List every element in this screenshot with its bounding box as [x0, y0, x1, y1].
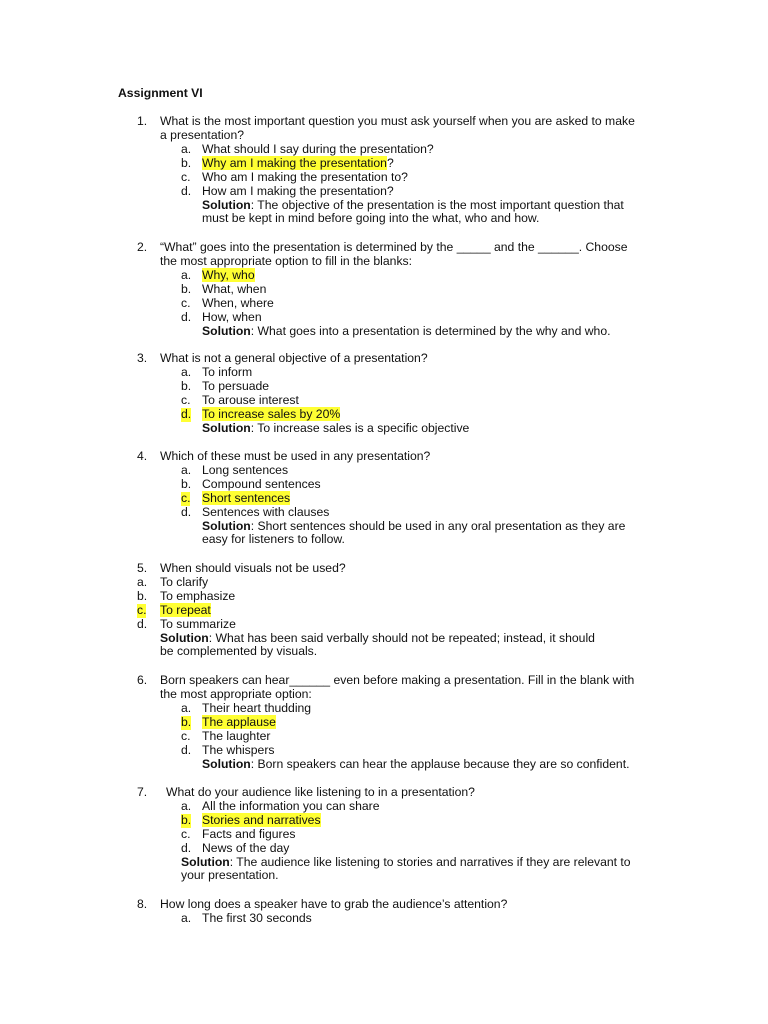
highlighted-answer: The applause — [202, 714, 276, 729]
option-b: b. Why am I making the presentation? — [181, 155, 394, 170]
question-number: 7. — [137, 785, 148, 799]
solution-text: Solution: Short sentences should be used in any oral presentation as they are easy for listeners to follow. — [202, 518, 626, 547]
highlighted-answer: To repeat — [160, 602, 211, 617]
question-text: When should visuals not be used? — [160, 561, 346, 575]
highlighted-answer: Why, who — [202, 268, 255, 282]
question-text: Which of these must be used in any presentation? — [160, 449, 431, 463]
options-list — [181, 143, 651, 226]
option-c: c. The laughter — [181, 728, 271, 743]
solution-text: Solution: What has been said verbally should not be repeated; instead, it should be complemented by visuals. — [160, 630, 595, 659]
options-list — [181, 702, 651, 771]
question-text: “What” goes into the presentation is determined by the _____ and the ______. Choose the most appropriate option to fill in the blanks: — [160, 240, 628, 268]
question-number: 8. — [137, 897, 148, 911]
option-d: d. How, when — [181, 309, 262, 324]
question-text: What is the most important question you must ask yourself when you are asked to make a presentation? — [160, 114, 635, 142]
solution-text: Solution: Born speakers can hear the applause because they are so confident. — [202, 756, 630, 771]
option-a: a. To inform — [181, 365, 253, 379]
highlighted-answer: Why am I making the presentation — [202, 155, 387, 170]
options-list — [181, 912, 651, 926]
question-text: How long does a speaker have to grab the audience’s attention? — [160, 897, 508, 911]
option-d: d. To summarize — [137, 616, 236, 631]
question-number: 6. — [137, 673, 148, 687]
option-a: a. All the information you can share — [181, 799, 380, 813]
option-c: c. Who am I making the presentation to? — [181, 169, 408, 184]
option-b: b. To persuade — [181, 378, 270, 393]
question-number: 3. — [137, 351, 148, 365]
question-number: 2. — [137, 240, 148, 254]
option-a: a. Long sentences — [181, 463, 289, 477]
option-b: b. Compound sentences — [181, 476, 321, 491]
option-a: a. To clarify — [137, 575, 209, 589]
option-c: c. To repeat — [137, 602, 211, 617]
option-b: b. The applause — [181, 714, 276, 729]
options-list — [181, 269, 651, 338]
option-d: d. To increase sales by 20% — [181, 406, 341, 421]
options-list — [181, 800, 651, 883]
option-a: a. What should I say during the presentation? — [181, 142, 434, 156]
option-d: d. How am I making the presentation? — [181, 183, 394, 198]
question-text: Born speakers can hear______ even before making a presentation. Fill in the blank with the most appropriate option: — [160, 673, 635, 701]
highlighted-answer: Short sentences — [202, 490, 291, 505]
question-number: 1. — [137, 114, 148, 128]
question-text: What is not a general objective of a presentation? — [160, 351, 428, 365]
option-b: b. What, when — [181, 281, 267, 296]
highlighted-answer: To increase sales by 20% — [202, 406, 341, 421]
solution-text: Solution: The objective of the presentation is the most important question that must be kept in mind before going into the what, who and how. — [202, 197, 624, 226]
solution-text: Solution: To increase sales is a specific objective — [202, 420, 470, 435]
option-b: b. Stories and narratives — [181, 812, 321, 827]
options-list — [181, 366, 651, 435]
solution-text: Solution: What goes into a presentation is determined by the why and who. — [202, 323, 611, 338]
option-d: d. Sentences with clauses — [181, 504, 330, 519]
options-list — [137, 576, 657, 659]
highlighted-answer: Stories and narratives — [202, 812, 321, 827]
option-d: d. News of the day — [181, 840, 290, 855]
assignment-title: Assignment VI — [118, 86, 203, 100]
option-c: c. Facts and figures — [181, 826, 296, 841]
question-text: What do your audience like listening to in a presentation? — [166, 785, 475, 799]
option-a: a. Why, who — [181, 268, 255, 282]
question-number: 4. — [137, 449, 148, 463]
solution-text: Solution: The audience like listening to stories and narratives if they are relevant to your presentation. — [181, 854, 631, 883]
option-c: c. To arouse interest — [181, 392, 299, 407]
option-b: b. To emphasize — [137, 588, 236, 603]
option-a: a. The first 30 seconds — [181, 911, 312, 925]
option-a: a. Their heart thudding — [181, 701, 312, 715]
question-number: 5. — [137, 561, 148, 575]
options-list — [181, 464, 651, 547]
option-c: c. Short sentences — [181, 490, 291, 505]
option-d: d. The whispers — [181, 742, 275, 757]
option-c: c. When, where — [181, 295, 274, 310]
